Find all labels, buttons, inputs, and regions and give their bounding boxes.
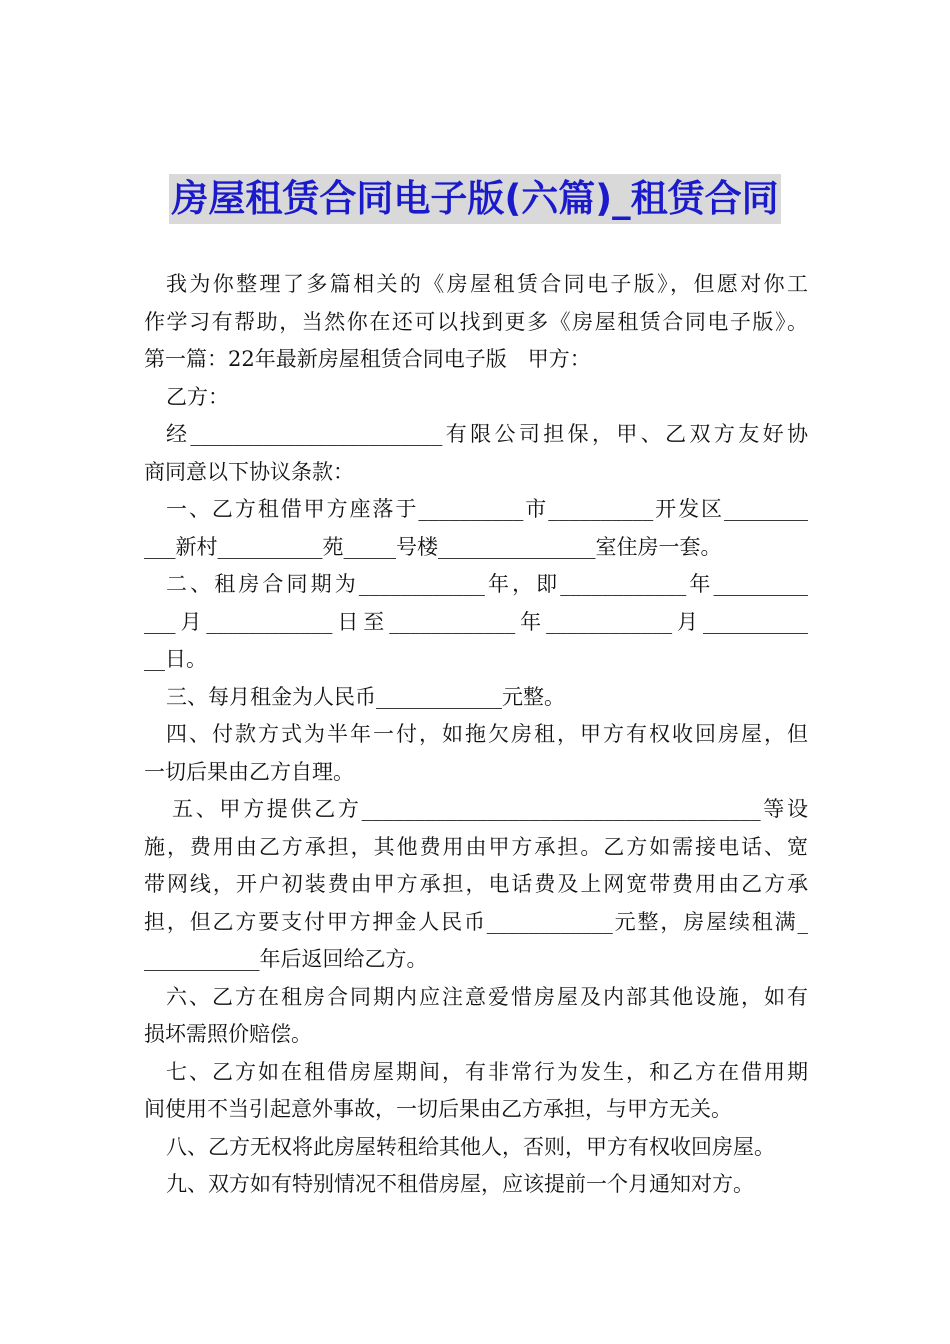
paragraph-line: __日。 (144, 647, 207, 671)
document-title: 房屋租赁合同电子版(六篇)_租赁合同 (169, 174, 780, 224)
paragraph-line: 担，但乙方要支付甲方押金人民币____________元整，房屋续租满_ (144, 909, 808, 934)
paragraph-line: 我为你整理了多篇相关的《房屋租赁合同电子版》，但愿对你工 (166, 272, 808, 296)
paragraph-line: 带网线，开户初装费由甲方承担，电话费及上网宽带费用由乙方承 (144, 872, 808, 896)
paragraph-line: 七、乙方如在租借房屋期间，有非常行为发生，和乙方在借用期 (166, 1059, 808, 1084)
document-body (144, 266, 808, 1204)
paragraph-line: ___________年后返回给乙方。 (144, 947, 428, 971)
paragraph-line: 八、乙方无权将此房屋转租给其他人，否则，甲方有权收回房屋。 (166, 1134, 775, 1159)
paragraph-line: 四、付款方式为半年一付，如拖欠房租，甲方有权收回房屋，但 (166, 722, 808, 746)
paragraph-line: 损坏需照价赔偿。 (144, 1022, 312, 1046)
paragraph-line: ___月____________日至____________年____________月__________ (144, 609, 808, 634)
paragraph-line: 一切后果由乙方自理。 (144, 759, 354, 784)
paragraph-line: 商同意以下协议条款： (144, 459, 354, 484)
paragraph-line: 第一篇：22年最新房屋租赁合同电子版 甲方： (144, 347, 591, 371)
paragraph-line: 间使用不当引起意外事故，一切后果由乙方承担，与甲方无关。 (144, 1097, 732, 1121)
paragraph-line: 经________________________有限公司担保，甲、乙双方友好协 (166, 422, 808, 446)
paragraph-line: ___新村__________苑_____号楼_______________室住房一套。 (144, 534, 722, 559)
paragraph-line: 五、甲方提供乙方______________________________________等设 (172, 797, 808, 821)
paragraph-line: 二、租房合同期为____________年，即____________年_________ (166, 572, 808, 596)
paragraph-line: 施，费用由乙方承担，其他费用由甲方承担。乙方如需接电话、宽 (144, 834, 808, 859)
paragraph-line: 九、双方如有特别情况不租借房屋，应该提前一个月通知对方。 (166, 1172, 754, 1196)
paragraph-line: 一、乙方租借甲方座落于__________市__________开发区________ (166, 497, 808, 521)
paragraph-line: 乙方： (166, 384, 229, 409)
title-wrapper (0, 174, 950, 224)
paragraph-line: 六、乙方在租房合同期内应注意爱惜房屋及内部其他设施，如有 (166, 984, 808, 1009)
paragraph-line: 作学习有帮助，当然你在还可以找到更多《房屋租赁合同电子版》。 (144, 309, 808, 334)
paragraph-line: 三、每月租金为人民币____________元整。 (166, 684, 565, 709)
